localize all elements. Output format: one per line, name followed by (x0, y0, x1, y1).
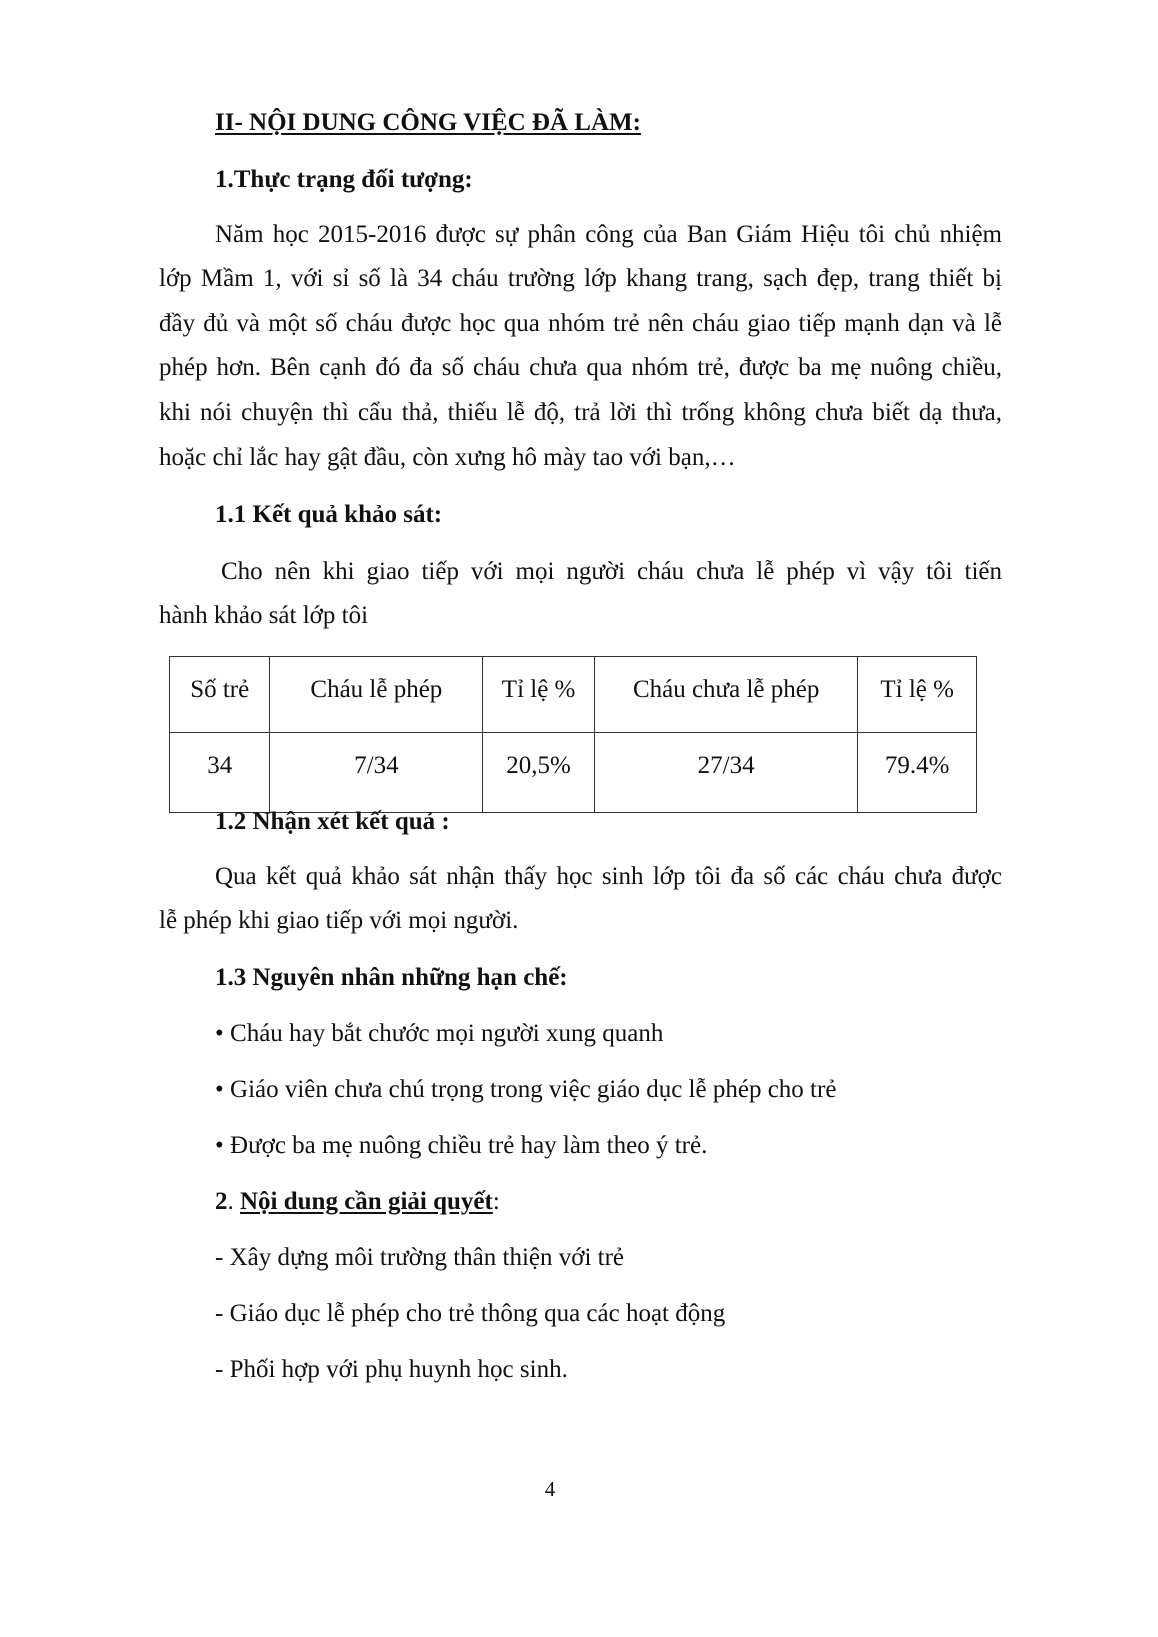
bullet-icon: • (215, 1132, 224, 1159)
section-1-2-title: 1.2 Nhận xét kết quả : (215, 808, 450, 835)
section-2-dot: . (227, 1188, 240, 1215)
section-1-title: 1.Thực trạng đối tượng: (215, 166, 473, 193)
section-1-3-title: 1.3 Nguyên nhân những hạn chế: (215, 964, 568, 991)
table-cell: 20,5% (483, 733, 595, 813)
section-1-1-title: 1.1 Kết quả khảo sát: (215, 501, 443, 528)
bullet-item (215, 1019, 663, 1049)
paragraph-line: Qua kết quả khảo sát nhận thấy học sinh lớp tôi đa số các cháu chưa được (215, 863, 1002, 890)
section-2-number: 2 (215, 1188, 228, 1215)
survey-table (169, 656, 977, 813)
paragraph-line: lễ phép khi giao tiếp với mọi người. (159, 907, 519, 934)
list-item: - Giáo dục lễ phép cho trẻ thông qua các hoạt động (215, 1300, 726, 1327)
bullet-item (215, 1131, 707, 1161)
section-2-colon: : (492, 1188, 500, 1215)
bullet-text: Giáo viên chưa chú trọng trong việc giáo dục lễ phép cho trẻ (230, 1076, 837, 1103)
table-row (170, 733, 977, 813)
section-2-title-text: Nội dung cần giải quyết (240, 1188, 493, 1215)
paragraph-line: hành khảo sát lớp tôi (159, 602, 369, 629)
list-item: - Phối hợp với phụ huynh học sinh. (215, 1356, 568, 1383)
paragraph-line: phép hơn. Bên cạnh đó đa số cháu chưa qua nhóm trẻ, được ba mẹ nuông chiều, (159, 354, 1002, 381)
section-2-title (215, 1187, 500, 1217)
bullet-text: Cháu hay bắt chước mọi người xung quanh (230, 1020, 664, 1047)
main-heading: II- NỘI DUNG CÔNG VIỆC ĐÃ LÀM: (215, 109, 641, 136)
bullet-icon: • (215, 1076, 224, 1103)
page-number: 4 (544, 1477, 556, 1501)
paragraph-line: đầy đủ và một số cháu được học qua nhóm trẻ nên cháu giao tiếp mạnh dạn và lễ (159, 310, 1002, 337)
bullet-item (215, 1075, 836, 1105)
paragraph-line: hoặc chỉ lắc hay gật đầu, còn xưng hô mày tao với bạn,… (159, 444, 736, 471)
table-cell: 27/34 (594, 733, 857, 813)
table-cell: 7/34 (270, 733, 483, 813)
list-item: - Xây dựng môi trường thân thiện với trẻ (215, 1244, 625, 1271)
bullet-text: Được ba mẹ nuông chiều trẻ hay làm theo ý trẻ. (230, 1132, 708, 1159)
paragraph-line: Năm học 2015-2016 được sự phân công của Ban Giám Hiệu tôi chủ nhiệm (215, 221, 1002, 248)
header-cell: Tỉ lệ % (483, 657, 595, 733)
header-cell: Cháu chưa lễ phép (594, 657, 857, 733)
header-cell: Tỉ lệ % (858, 657, 977, 733)
header-cell: Số trẻ (170, 657, 270, 733)
table-cell: 34 (170, 733, 270, 813)
paragraph-line: Cho nên khi giao tiếp với mọi người cháu chưa lễ phép vì vậy tôi tiến (221, 558, 1002, 585)
bullet-icon: • (215, 1020, 224, 1047)
table-cell: 79.4% (858, 733, 977, 813)
paragraph-line: khi nói chuyện thì cẩu thả, thiếu lễ độ, trả lời thì trống không chưa biết dạ thưa, (159, 399, 1002, 426)
paragraph-line: lớp Mầm 1, với sỉ số là 34 cháu trường lớp khang trang, sạch đẹp, trang thiết bị (159, 265, 1002, 292)
table-header-row (170, 657, 977, 733)
header-cell: Cháu lễ phép (270, 657, 483, 733)
